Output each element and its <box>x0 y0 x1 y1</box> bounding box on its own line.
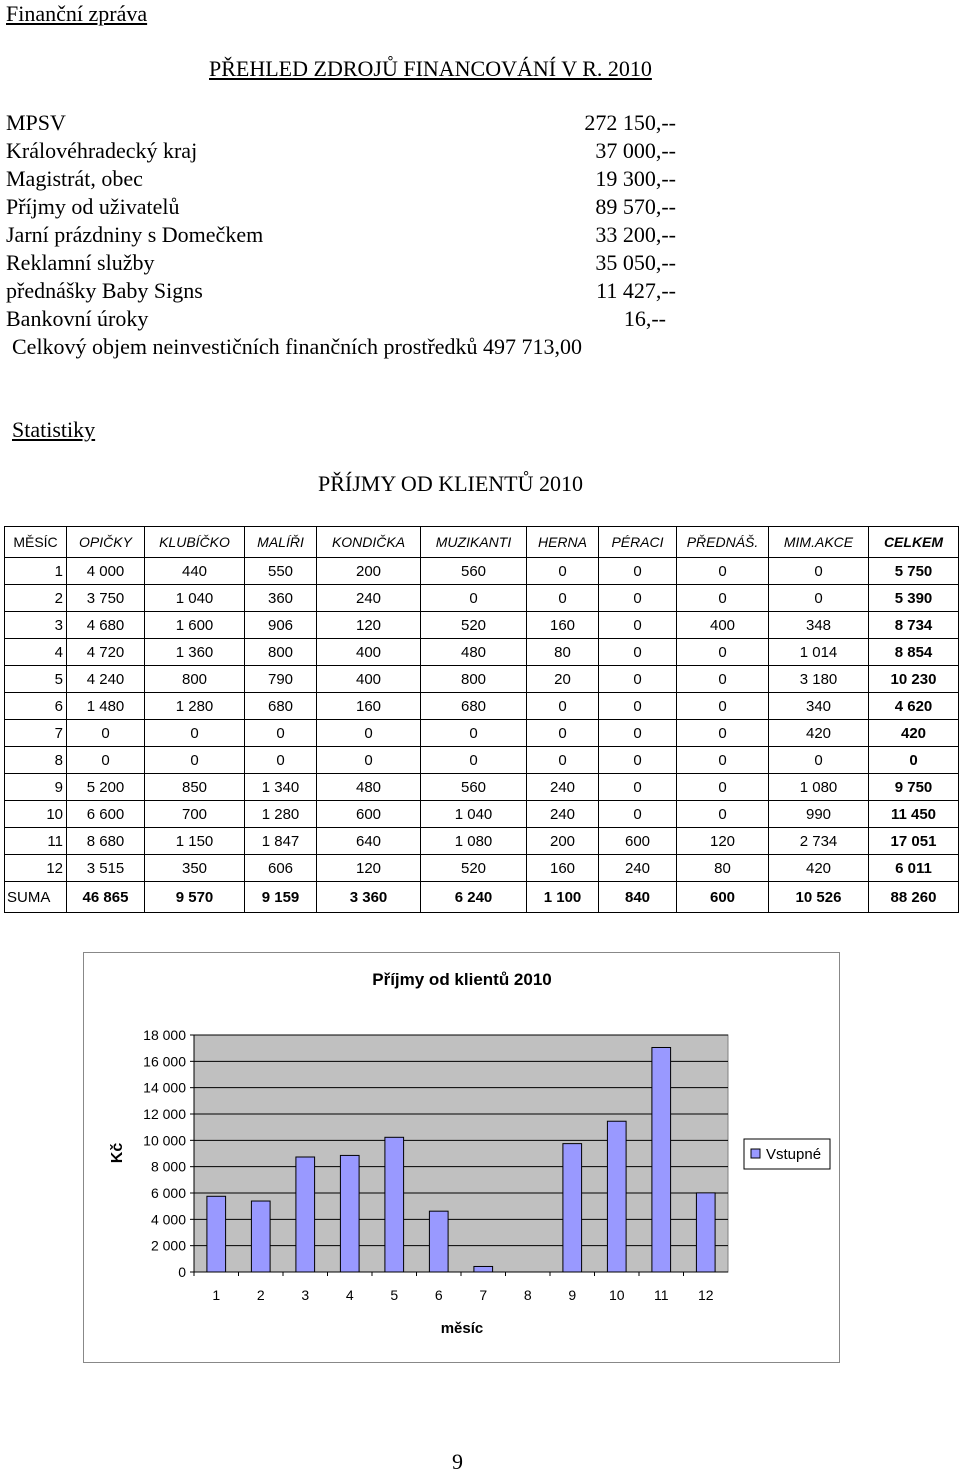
y-tick-label: 16 000 <box>143 1053 186 1070</box>
page-number: 9 <box>452 1449 463 1474</box>
table-cell: 17 051 <box>869 828 959 855</box>
table-cell: 0 <box>527 558 599 585</box>
table-cell: 0 <box>527 693 599 720</box>
table-cell: 0 <box>677 774 769 801</box>
column-header: MIM.AKCE <box>769 527 869 558</box>
table-cell: 400 <box>317 639 421 666</box>
column-header: MUZIKANTI <box>421 527 527 558</box>
sum-cell: 840 <box>599 882 677 913</box>
table-cell: 5 200 <box>67 774 145 801</box>
sum-cell: 3 360 <box>317 882 421 913</box>
sum-cell: 46 865 <box>67 882 145 913</box>
funding-item-label: Královéhradecký kraj <box>6 138 198 163</box>
table-cell: 160 <box>527 612 599 639</box>
table-cell: 4 620 <box>869 693 959 720</box>
table-row <box>5 801 959 828</box>
table-cell: 906 <box>245 612 317 639</box>
table-cell: 850 <box>145 774 245 801</box>
table-cell: 1 280 <box>145 693 245 720</box>
funding-item-amount: 35 050,-- <box>595 250 676 275</box>
table-cell: 0 <box>869 747 959 774</box>
table-cell: 0 <box>145 720 245 747</box>
column-header: HERNA <box>527 527 599 558</box>
sum-cell: 9 570 <box>145 882 245 913</box>
funding-item-label: Bankovní úroky <box>6 306 149 331</box>
statistics-title: Statistiky <box>12 417 96 442</box>
table-cell: 0 <box>599 558 677 585</box>
table-cell: 560 <box>421 558 527 585</box>
table-cell: 340 <box>769 693 869 720</box>
table-cell: 0 <box>677 801 769 828</box>
funding-item-amount: 33 200,-- <box>595 222 676 247</box>
table-cell: 560 <box>421 774 527 801</box>
table-cell: 8 854 <box>869 639 959 666</box>
table-cell: 420 <box>869 720 959 747</box>
funding-item <box>6 249 686 277</box>
table-cell: 480 <box>317 774 421 801</box>
y-tick-label: 12 000 <box>143 1106 186 1122</box>
table-cell: 6 011 <box>869 855 959 882</box>
table-cell: 5 390 <box>869 585 959 612</box>
table-cell: 1 340 <box>245 774 317 801</box>
funding-item-amount: 19 300,-- <box>595 166 676 191</box>
funding-item-amount: 272 150,-- <box>584 110 676 135</box>
table-cell: 1 600 <box>145 612 245 639</box>
table-cell: 240 <box>527 774 599 801</box>
table-cell: 1 360 <box>145 639 245 666</box>
table-cell: 800 <box>421 666 527 693</box>
table-body <box>5 558 959 913</box>
table-cell: 0 <box>67 747 145 774</box>
y-tick-label: 2 000 <box>150 1237 186 1254</box>
funding-item-label: Jarní prázdniny s Domečkem <box>6 222 264 247</box>
table-cell: 4 680 <box>67 612 145 639</box>
table-cell: 0 <box>317 747 421 774</box>
table-cell: 5 <box>5 666 67 693</box>
table-cell: 0 <box>527 747 599 774</box>
table-cell: 240 <box>527 801 599 828</box>
bar <box>429 1211 448 1272</box>
table-cell: 0 <box>245 747 317 774</box>
y-axis-label: Kč <box>109 1142 126 1164</box>
table-row <box>5 585 959 612</box>
funding-item-label: Reklamní služby <box>6 250 155 275</box>
table-cell: 0 <box>677 666 769 693</box>
plot-area <box>194 1035 728 1272</box>
y-tick-label: 18 000 <box>143 1027 186 1043</box>
table-cell: 348 <box>769 612 869 639</box>
table-cell: 0 <box>677 693 769 720</box>
funding-item <box>6 137 686 165</box>
table-cell: 120 <box>677 828 769 855</box>
column-header: OPIČKY <box>67 527 145 558</box>
table-row <box>5 828 959 855</box>
table-cell: 160 <box>527 855 599 882</box>
table-cell: 420 <box>769 855 869 882</box>
table-cell: 80 <box>527 639 599 666</box>
table-cell: 0 <box>317 720 421 747</box>
x-tick-label: 10 <box>608 1287 625 1303</box>
table-cell: 20 <box>527 666 599 693</box>
table-cell: 0 <box>421 747 527 774</box>
table-header-row <box>5 527 959 558</box>
table-cell: 4 720 <box>67 639 145 666</box>
y-tick-label: 0 <box>178 1264 186 1280</box>
table-cell: 1 280 <box>245 801 317 828</box>
table-cell: 0 <box>599 801 677 828</box>
table-row <box>5 855 959 882</box>
table-cell: 160 <box>317 693 421 720</box>
y-tick-label: 6 000 <box>150 1185 186 1201</box>
column-header: PŘEDNÁŠ. <box>677 527 769 558</box>
x-tick-label: 12 <box>697 1287 714 1303</box>
y-tick-label: 8 000 <box>150 1158 186 1175</box>
table-cell: 5 750 <box>869 558 959 585</box>
table-cell: 1 480 <box>67 693 145 720</box>
table-cell: 4 000 <box>67 558 145 585</box>
table-row <box>5 720 959 747</box>
income-chart <box>83 952 840 1363</box>
table-cell: 8 680 <box>67 828 145 855</box>
y-tick-label: 4 000 <box>150 1211 186 1228</box>
table-cell: 550 <box>245 558 317 585</box>
bar <box>251 1201 270 1272</box>
column-header: PÉRACI <box>599 527 677 558</box>
funding-item-amount: 89 570,-- <box>595 194 676 219</box>
sum-cell: 6 240 <box>421 882 527 913</box>
table-cell: 6 <box>5 693 67 720</box>
table-title: PŘÍJMY OD KLIENTŮ 2010 <box>318 471 584 496</box>
y-tick-label: 14 000 <box>143 1079 186 1096</box>
table-cell: 480 <box>421 639 527 666</box>
x-tick-label: 6 <box>434 1287 443 1303</box>
table-cell: 0 <box>527 720 599 747</box>
table-cell: 680 <box>421 693 527 720</box>
column-header: KLUBÍČKO <box>145 527 245 558</box>
column-header: MĚSÍC <box>5 527 67 558</box>
table-row <box>5 693 959 720</box>
legend-label: Vstupné <box>766 1146 822 1163</box>
bar <box>385 1137 404 1272</box>
table-row <box>5 558 959 585</box>
x-tick-label: 1 <box>212 1287 221 1303</box>
table-cell: 0 <box>677 639 769 666</box>
funding-heading: PŘEHLED ZDROJŮ FINANCOVÁNÍ V R. 2010 <box>209 56 652 81</box>
table-cell: 0 <box>677 747 769 774</box>
table-cell: 1 040 <box>421 801 527 828</box>
table-row <box>5 612 959 639</box>
funding-item <box>6 165 686 193</box>
table-cell: 200 <box>527 828 599 855</box>
sum-cell: 10 526 <box>769 882 869 913</box>
table-row <box>5 747 959 774</box>
table-cell: 0 <box>421 585 527 612</box>
bar <box>563 1144 582 1272</box>
sum-cell: 600 <box>677 882 769 913</box>
table-cell: 3 180 <box>769 666 869 693</box>
table-cell: 680 <box>245 693 317 720</box>
table-row <box>5 774 959 801</box>
table-cell: 12 <box>5 855 67 882</box>
x-tick-label: 11 <box>653 1287 669 1303</box>
table-cell: 700 <box>145 801 245 828</box>
table-cell: 0 <box>599 612 677 639</box>
table-cell: 200 <box>317 558 421 585</box>
table-cell: 240 <box>317 585 421 612</box>
table-cell: 0 <box>145 747 245 774</box>
table-cell: 420 <box>769 720 869 747</box>
income-table <box>4 526 959 913</box>
table-cell: 240 <box>599 855 677 882</box>
table-cell: 0 <box>677 558 769 585</box>
x-axis-label: měsíc <box>440 1320 484 1337</box>
sum-cell: 1 100 <box>527 882 599 913</box>
table-cell: 9 <box>5 774 67 801</box>
bar <box>474 1266 493 1272</box>
funding-total-label: Celkový objem neinvestičních finančních prostředků <box>12 334 478 359</box>
table-cell: 0 <box>599 774 677 801</box>
table-cell: 800 <box>245 639 317 666</box>
table-cell: 2 <box>5 585 67 612</box>
table-cell: 0 <box>677 720 769 747</box>
legend-swatch <box>751 1149 760 1158</box>
table-cell: 520 <box>421 855 527 882</box>
bar <box>340 1155 359 1272</box>
table-cell: 120 <box>317 855 421 882</box>
table-cell: 990 <box>769 801 869 828</box>
table-cell: 1 080 <box>421 828 527 855</box>
table-cell: 440 <box>145 558 245 585</box>
funding-item-label: Magistrát, obec <box>6 166 143 191</box>
bar <box>652 1047 671 1272</box>
table-cell: 640 <box>317 828 421 855</box>
funding-item <box>6 221 686 249</box>
table-cell: 600 <box>317 801 421 828</box>
table-cell: 350 <box>145 855 245 882</box>
funding-item <box>6 277 686 305</box>
funding-item-amount: 11 427,-- <box>596 278 676 303</box>
table-cell: 0 <box>245 720 317 747</box>
x-tick-label: 4 <box>345 1287 354 1303</box>
table-cell: 6 600 <box>67 801 145 828</box>
table-cell: 0 <box>67 720 145 747</box>
funding-item-label: MPSV <box>6 110 66 135</box>
funding-item-amount: 37 000,-- <box>595 138 676 163</box>
table-cell: 0 <box>599 639 677 666</box>
table-cell: 1 847 <box>245 828 317 855</box>
table-cell: 1 150 <box>145 828 245 855</box>
funding-total <box>12 333 582 361</box>
funding-item <box>6 305 686 333</box>
table-cell: 8 <box>5 747 67 774</box>
table-cell: 3 <box>5 612 67 639</box>
bar <box>207 1196 226 1272</box>
funding-item-label: přednášky Baby Signs <box>6 278 203 303</box>
table-cell: 0 <box>677 585 769 612</box>
table-cell: 0 <box>599 585 677 612</box>
table-cell: 0 <box>599 720 677 747</box>
x-tick-label: 8 <box>523 1287 532 1303</box>
table-cell: 7 <box>5 720 67 747</box>
table-cell: 11 <box>5 828 67 855</box>
table-cell: 10 <box>5 801 67 828</box>
funding-item-amount: 16,-- <box>623 306 666 331</box>
table-cell: 1 080 <box>769 774 869 801</box>
bar <box>296 1157 315 1272</box>
table-cell: 0 <box>769 747 869 774</box>
table-cell: 0 <box>599 747 677 774</box>
table-cell: 8 734 <box>869 612 959 639</box>
table-cell: 400 <box>677 612 769 639</box>
table-cell: 2 734 <box>769 828 869 855</box>
table-cell: 120 <box>317 612 421 639</box>
funding-total-amount: 497 713,00 <box>483 334 583 359</box>
x-tick-label: 3 <box>301 1287 310 1303</box>
sum-cell: SUMA <box>5 882 67 913</box>
table-cell: 0 <box>599 666 677 693</box>
table-row <box>5 666 959 693</box>
table-cell: 606 <box>245 855 317 882</box>
x-tick-label: 7 <box>479 1287 488 1303</box>
table-cell: 400 <box>317 666 421 693</box>
table-cell: 360 <box>245 585 317 612</box>
table-cell: 10 230 <box>869 666 959 693</box>
table-cell: 0 <box>769 558 869 585</box>
column-header: CELKEM <box>869 527 959 558</box>
table-cell: 80 <box>677 855 769 882</box>
table-cell: 600 <box>599 828 677 855</box>
sum-row <box>5 882 959 913</box>
column-header: MALÍŘI <box>245 527 317 558</box>
table-cell: 0 <box>599 693 677 720</box>
table-cell: 0 <box>421 720 527 747</box>
table-cell: 3 515 <box>67 855 145 882</box>
funding-item <box>6 193 686 221</box>
table-cell: 0 <box>527 585 599 612</box>
table-cell: 1 <box>5 558 67 585</box>
table-cell: 4 240 <box>67 666 145 693</box>
chart-svg <box>84 953 839 1362</box>
x-tick-label: 2 <box>256 1287 265 1303</box>
y-tick-label: 10 000 <box>143 1132 186 1149</box>
table-cell: 790 <box>245 666 317 693</box>
table-cell: 4 <box>5 639 67 666</box>
x-tick-label: 9 <box>568 1287 577 1303</box>
table-cell: 3 750 <box>67 585 145 612</box>
table-cell: 11 450 <box>869 801 959 828</box>
table-cell: 520 <box>421 612 527 639</box>
x-tick-label: 5 <box>390 1287 399 1303</box>
bar <box>607 1121 626 1272</box>
report-title: Finanční zpráva <box>6 1 148 26</box>
table-row <box>5 639 959 666</box>
table-cell: 0 <box>769 585 869 612</box>
table-cell: 9 750 <box>869 774 959 801</box>
bar <box>696 1193 715 1272</box>
sum-cell: 9 159 <box>245 882 317 913</box>
column-header: KONDIČKA <box>317 527 421 558</box>
table-cell: 1 014 <box>769 639 869 666</box>
sum-cell: 88 260 <box>869 882 959 913</box>
chart-title: Příjmy od klientů 2010 <box>372 970 552 989</box>
funding-item-label: Příjmy od uživatelů <box>6 194 180 219</box>
funding-item <box>6 109 686 137</box>
table-cell: 800 <box>145 666 245 693</box>
table-cell: 1 040 <box>145 585 245 612</box>
